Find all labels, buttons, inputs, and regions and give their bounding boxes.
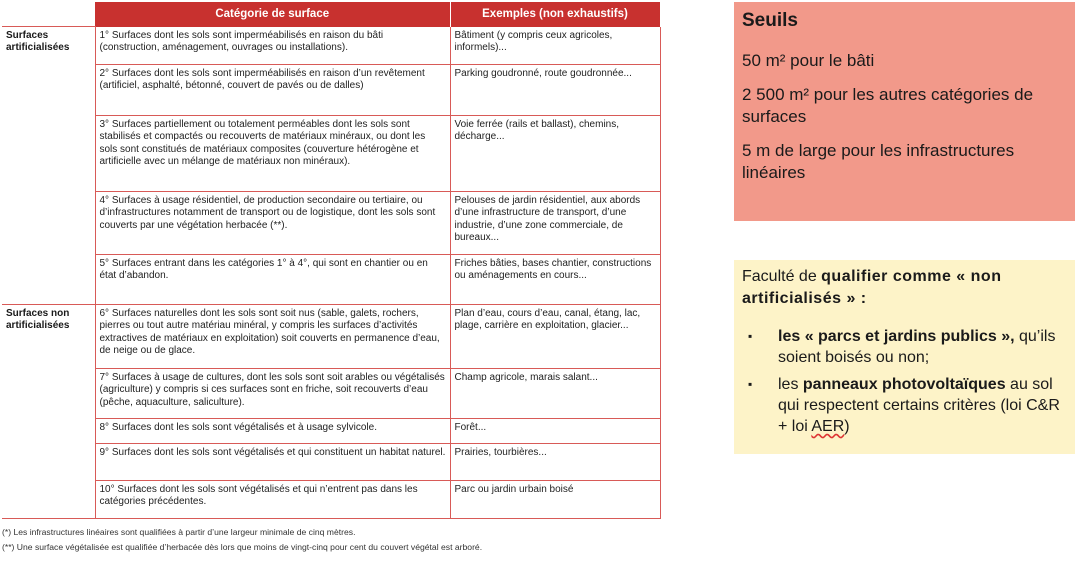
table-row bbox=[2, 65, 660, 116]
item-rest: au sol qui respectent certains critères (loi C&R + loi bbox=[778, 376, 1060, 435]
table-row bbox=[2, 255, 660, 305]
item-bold: les « parcs et jardins publics », bbox=[778, 328, 1015, 345]
row-description: 2° Surfaces dont les sols sont imperméabilisés en raison d’un revêtement (artificiel, asphalté, bétonné, couvert de pavés ou de dalles) bbox=[95, 65, 450, 116]
option-intro-bold: qualifier comme « non artificialisés » : bbox=[742, 268, 1002, 307]
footnote-linear-infrastructure: (*) Les infrastructures linéaires sont qualifiées à partir d’une largeur minimale de cinq mètres. bbox=[2, 527, 356, 537]
row-description: 7° Surfaces à usage de cultures, dont les sols sont soit arables ou végétalisés (agriculture) y compris si ces surfaces sont en friche, soit recouverts d’eau (pêche, aquaculture, saliculture). bbox=[95, 369, 450, 419]
option-intro-prefix: Faculté de bbox=[742, 268, 822, 285]
row-example: Forêt... bbox=[450, 419, 660, 444]
row-example: Parc ou jardin urbain boisé bbox=[450, 481, 660, 519]
item-bold: panneaux photovoltaïques bbox=[802, 376, 1006, 393]
row-description: 9° Surfaces dont les sols sont végétalisés et qui constituent un habitat naturel. bbox=[95, 444, 450, 481]
surface-categories-table bbox=[2, 2, 661, 519]
row-description: 1° Surfaces dont les sols sont imperméabilisés en raison du bâti (construction, aménagement, ouvrages ou installations). bbox=[95, 27, 450, 65]
group-spacer bbox=[2, 419, 95, 444]
row-example: Bâtiment (y compris ceux agricoles, informels)... bbox=[450, 27, 660, 65]
header-examples: Exemples (non exhaustifs) bbox=[450, 2, 660, 27]
group-spacer bbox=[2, 444, 95, 481]
list-item-photovoltaique bbox=[742, 374, 1067, 437]
table-row bbox=[2, 192, 660, 255]
row-description: 8° Surfaces dont les sols sont végétalisés et à usage sylvicole. bbox=[95, 419, 450, 444]
group-spacer bbox=[2, 369, 95, 419]
table-header-row bbox=[2, 2, 660, 27]
row-example: Pelouses de jardin résidentiel, aux abords d’une infrastructure de transport, d’une industrie, d’une zone commerciale, de bureaux... bbox=[450, 192, 660, 255]
group-spacer bbox=[2, 255, 95, 305]
surface-table-container bbox=[2, 2, 660, 519]
item-rest: qu’ils soient boisés ou non; bbox=[778, 328, 1056, 366]
group-label-artificialisees: Surfaces artificialisées bbox=[2, 27, 95, 65]
row-description: 3° Surfaces partiellement ou totalement perméables dont les sols sont stabilisés et compactés ou recouverts de matériaux minéraux, ou dont les sols sont constitués de matériaux composites (couverture hétérogène et artificielle avec un mélange de matériaux non minéraux). bbox=[95, 116, 450, 192]
item-flagged-word: AER bbox=[811, 418, 845, 435]
bullet-icon: ▪ bbox=[748, 377, 753, 391]
row-description: 6° Surfaces naturelles dont les sols sont soit nus (sable, galets, rochers, pierres ou tout autre matériau minéral, y compris les surfaces d’activités extractives de matériaux en exploitation) soit couverts en permanence d’eau, de neige ou de glace. bbox=[95, 305, 450, 369]
group-spacer bbox=[2, 65, 95, 116]
table-row bbox=[2, 481, 660, 519]
row-example: Voie ferrée (rails et ballast), chemins, décharge... bbox=[450, 116, 660, 192]
row-description: 4° Surfaces à usage résidentiel, de production secondaire ou tertiaire, ou d’infrastructures notamment de transport ou de logistique, dont les sols sont couverts par une végétation herbacée (**). bbox=[95, 192, 450, 255]
thresholds-box bbox=[734, 2, 1075, 221]
group-spacer bbox=[2, 481, 95, 519]
group-spacer bbox=[2, 192, 95, 255]
row-example: Parking goudronné, route goudronnée... bbox=[450, 65, 660, 116]
table-row bbox=[2, 419, 660, 444]
row-example: Plan d’eau, cours d’eau, canal, étang, lac, plage, carrière en exploitation, glacier... bbox=[450, 305, 660, 369]
thresholds-title: Seuils bbox=[742, 10, 798, 31]
threshold-other-surfaces: 2 500 m² pour les autres catégories de surfaces bbox=[742, 85, 1034, 126]
option-box bbox=[734, 260, 1075, 454]
threshold-building: 50 m² pour le bâti bbox=[742, 51, 875, 70]
table-row bbox=[2, 369, 660, 419]
list-item-parcs-jardins bbox=[742, 326, 1067, 368]
row-description: 10° Surfaces dont les sols sont végétalisés et qui n’entrent pas dans les catégories précédentes. bbox=[95, 481, 450, 519]
footnote-herbaceous: (**) Une surface végétalisée est qualifiée d’herbacée dès lors que moins de vingt-cinq pour cent du couvert végétal est arboré. bbox=[2, 542, 483, 552]
table-row bbox=[2, 27, 660, 65]
table-row bbox=[2, 116, 660, 192]
row-example: Champ agricole, marais salant... bbox=[450, 369, 660, 419]
item-prefix: les bbox=[778, 376, 803, 393]
option-list bbox=[742, 326, 1067, 437]
option-intro bbox=[742, 266, 1067, 310]
row-example: Friches bâties, bases chantier, constructions ou aménagements en cours... bbox=[450, 255, 660, 305]
group-label-non-artificialisees: Surfaces non artificialisées bbox=[6, 308, 70, 332]
bullet-icon: ▪ bbox=[748, 329, 753, 343]
threshold-linear-infrastructure: 5 m de large pour les infrastructures linéaires bbox=[742, 141, 1015, 182]
group-spacer bbox=[2, 116, 95, 192]
table-row bbox=[2, 305, 660, 369]
table-row bbox=[2, 444, 660, 481]
header-category: Catégorie de surface bbox=[95, 2, 450, 27]
header-empty bbox=[2, 2, 95, 27]
row-example: Prairies, tourbières... bbox=[450, 444, 660, 481]
row-description: 5° Surfaces entrant dans les catégories 1° à 4°, qui sont en chantier ou en état d’abandon. bbox=[95, 255, 450, 305]
item-after: ) bbox=[844, 418, 850, 435]
